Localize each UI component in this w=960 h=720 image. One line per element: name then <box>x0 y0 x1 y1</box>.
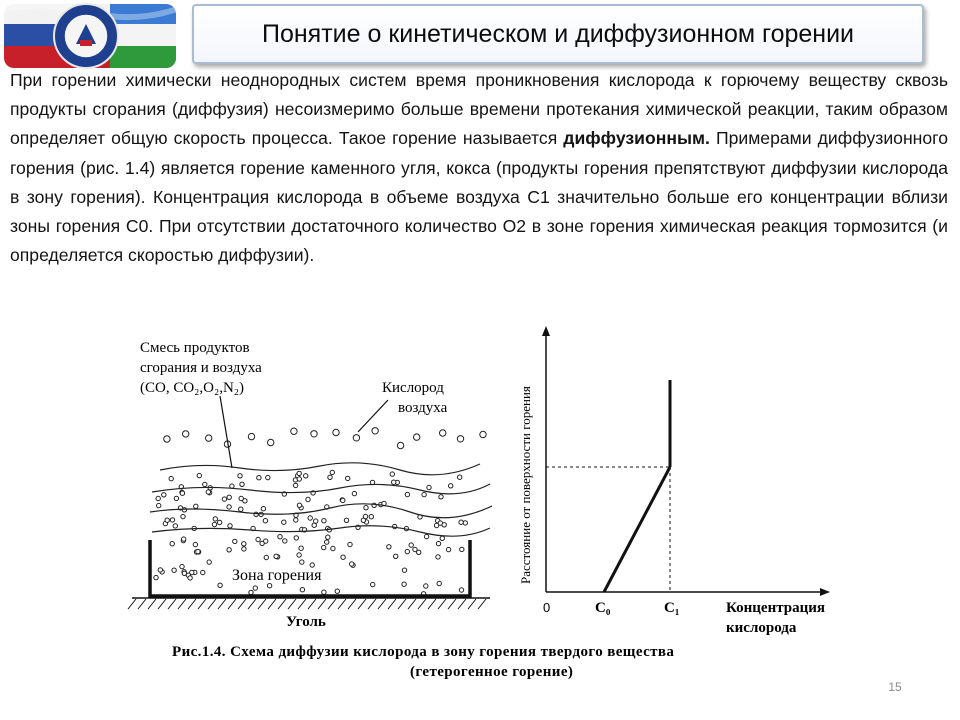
particle-dot <box>188 576 192 580</box>
graph <box>518 326 830 636</box>
figure-diffusion <box>120 322 900 692</box>
particle-dot <box>248 433 254 439</box>
particle-dot <box>297 553 301 557</box>
particle-dot <box>424 584 428 588</box>
graph-slope-line <box>604 467 670 592</box>
caption-line-2: (гетерогенное горение) <box>410 664 574 680</box>
body-text-bold: диффузионным. <box>563 128 710 149</box>
particle-dot <box>331 546 335 550</box>
particle-dot <box>197 473 201 477</box>
particle-dot <box>174 496 178 500</box>
particle-dot <box>238 474 242 478</box>
hatch-line <box>368 599 376 609</box>
particle-dot <box>463 521 467 525</box>
particle-dot <box>260 541 264 545</box>
particle-dot <box>249 590 253 594</box>
particle-dot <box>173 524 177 528</box>
particle-dot <box>227 505 231 509</box>
hatch-line <box>358 599 366 609</box>
particle-dot <box>297 471 301 475</box>
particle-dot <box>372 428 378 434</box>
particle-dot <box>353 435 359 441</box>
particle-dot <box>300 560 304 564</box>
graph-y-label: Расстояние от поверхности горения <box>518 386 533 584</box>
particle-dot <box>170 542 174 546</box>
hatch-line <box>158 599 166 609</box>
particle-dot <box>341 555 345 559</box>
particle-dot <box>207 560 211 564</box>
label-oxygen-1: Кислород <box>382 380 444 396</box>
particle-dot <box>233 539 237 543</box>
particle-dot <box>409 543 413 547</box>
hatch-line <box>268 599 276 609</box>
particle-dot <box>242 542 246 546</box>
particle-dot <box>239 507 243 511</box>
particle-dot <box>341 498 345 502</box>
hatch-line <box>448 599 456 609</box>
particle-dot <box>371 582 375 586</box>
pointer-line-oxygen <box>358 400 388 432</box>
hatch-line <box>278 599 286 609</box>
particle-dot <box>283 539 287 543</box>
hatch-line <box>348 599 356 609</box>
particle-dot <box>363 514 367 518</box>
particle-dot <box>326 535 330 539</box>
graph-origin-label: 0 <box>543 600 551 615</box>
particle-dot <box>414 434 420 440</box>
particle-dot <box>436 555 440 559</box>
hatch-line <box>318 599 326 609</box>
particle-dot <box>459 588 463 592</box>
slide-title: Понятие о кинетическом и диффузионном горении <box>261 19 855 48</box>
label-coal: Уголь <box>286 614 326 630</box>
particle-dot <box>325 540 329 544</box>
particle-dot <box>158 568 162 572</box>
hatch-line <box>218 599 226 609</box>
particle-dot <box>196 549 200 553</box>
particle-dot <box>242 547 246 551</box>
particle-dot <box>193 542 197 546</box>
particle-dot <box>239 496 243 500</box>
particle-dot <box>156 496 160 500</box>
hatch-line <box>188 599 196 609</box>
particle-dot <box>346 476 350 480</box>
particle-dot <box>350 562 354 566</box>
hatch-line <box>378 599 386 609</box>
particle-dot <box>322 545 326 549</box>
particle-dot <box>328 475 332 479</box>
particle-dot <box>297 503 301 507</box>
particle-dot <box>333 429 339 435</box>
particle-dot <box>227 495 231 499</box>
particle-dot <box>213 517 217 521</box>
particle-dot <box>446 547 450 551</box>
particle-dot <box>181 514 185 518</box>
body-text-part1: При горении химически неоднородных систем время проникновения кислорода к горючему веществу сквозь продукты сгорания (диффузия) несоизмеримо больше времени протекания химической реакции, таким образом определяет общую скорость процесса. Такое горение называется <box>10 70 948 149</box>
particle-dot <box>170 518 174 522</box>
particle-dot <box>438 521 442 525</box>
particle-dot <box>424 534 428 538</box>
particle-dot <box>183 431 189 437</box>
caption-line-1: Рис.1.4. Схема диффузии кислорода в зону горения твердого вещества <box>172 644 675 660</box>
particle-dot <box>304 474 308 478</box>
particle-dot <box>240 482 244 486</box>
particle-dot <box>257 476 261 480</box>
hatch-line <box>478 599 486 609</box>
hatch-line <box>408 599 416 609</box>
hatch-line <box>138 599 146 609</box>
particle-dot <box>164 436 170 442</box>
particle-dot <box>394 554 398 558</box>
particle-dot <box>294 518 298 522</box>
hatch-line <box>298 599 306 609</box>
hatch-line <box>288 599 296 609</box>
particle-dot <box>217 520 221 524</box>
particle-dot <box>274 554 278 558</box>
particle-dot <box>222 497 226 501</box>
particle-dot <box>293 483 297 487</box>
particle-dot <box>405 492 409 496</box>
particle-dot <box>291 428 297 434</box>
particle-dot <box>300 588 304 592</box>
particle-dot <box>306 497 310 501</box>
particle-dot <box>212 522 216 526</box>
particle-dot <box>256 537 260 541</box>
particle-dot <box>427 485 431 489</box>
hatch-line <box>258 599 266 609</box>
particle-dot <box>314 519 318 523</box>
graph-y-arrow <box>542 326 550 336</box>
particle-dot <box>162 493 166 497</box>
particle-dot <box>437 581 441 585</box>
particle-dot <box>422 492 426 496</box>
label-mixture-1: Смесь продуктов <box>140 340 250 356</box>
label-mixture-2: сгорания и воздуха <box>140 360 262 376</box>
graph-x-label-1: Концентрация <box>726 600 826 616</box>
particle-dot <box>169 476 173 480</box>
hatch-line <box>388 599 396 609</box>
particle-dot <box>180 491 184 495</box>
particle-dot <box>405 549 409 553</box>
coal-hatching <box>128 599 486 609</box>
label-mixture-3: (CO, CO₂,O₂,N₂) <box>140 380 245 396</box>
particle-dot <box>203 482 207 486</box>
particle-dot <box>322 519 326 523</box>
particle-dot <box>297 477 301 481</box>
label-oxygen-2: воздуха <box>398 400 448 416</box>
particle-dot <box>182 537 186 541</box>
particle-dot <box>402 568 406 572</box>
particle-dot <box>172 568 176 572</box>
hatch-line <box>248 599 256 609</box>
particle-dot <box>392 480 396 484</box>
label-combustion-zone: Зона горения <box>232 567 322 584</box>
particle-dot <box>457 436 463 442</box>
graph-tick-c0: C₀ <box>595 600 611 616</box>
particle-dot <box>194 504 198 508</box>
hatch-line <box>418 599 426 609</box>
particle-dot <box>264 555 268 559</box>
seal-icon <box>54 4 118 68</box>
hatch-line <box>128 599 136 609</box>
particle-dot <box>294 536 298 540</box>
particle-dot <box>282 520 286 524</box>
particle-dot <box>266 475 270 479</box>
particle-dot <box>268 439 274 445</box>
particle-dot <box>299 546 303 550</box>
hatch-line <box>458 599 466 609</box>
hatch-line <box>178 599 186 609</box>
particle-dot <box>180 564 184 568</box>
particle-dot <box>157 503 161 507</box>
particle-dot <box>218 583 222 587</box>
hatch-line <box>398 599 406 609</box>
particle-dot <box>413 547 417 551</box>
page-number: 15 <box>888 680 902 694</box>
particle-dot <box>352 491 356 495</box>
particle-dot <box>440 536 444 540</box>
particle-dot <box>369 515 373 519</box>
particle-dot <box>335 589 339 593</box>
particle-dot <box>390 472 394 476</box>
hatch-line <box>328 599 336 609</box>
particle-dot <box>322 590 326 594</box>
particle-dot <box>459 520 463 524</box>
particle-dot <box>267 584 271 588</box>
particle-dot <box>165 518 169 522</box>
hatch-line <box>198 599 206 609</box>
university-logo <box>0 0 180 72</box>
body-text-part2: Примерами диффузионного горения (рис. 1.4) является горение каменного угля, кокса (продукты горения препятствуют диффузии кислорода в зону горения). Концентрация кислорода в объеме воздуха С1 значительно больше его концентрации вблизи зоны горения С0. При отсутствии достаточного количество О2 в зоне горения химическая реакция тормозится (и определяется скоростью диффузии). <box>10 128 948 266</box>
particle-dot <box>308 516 312 520</box>
hatch-line <box>238 599 246 609</box>
hatch-line <box>168 599 176 609</box>
hatch-line <box>308 599 316 609</box>
particle-dot <box>253 586 257 590</box>
graph-tick-c1: C₁ <box>664 600 680 616</box>
hatch-line <box>148 599 156 609</box>
particle-dot <box>440 430 446 436</box>
particle-dot <box>364 506 368 510</box>
particle-dot <box>458 475 462 479</box>
particle-dot <box>228 524 232 528</box>
particle-dot <box>227 548 231 552</box>
hatch-line <box>438 599 446 609</box>
hatch-line <box>338 599 346 609</box>
particle-dot <box>206 490 210 494</box>
particle-dot <box>154 575 158 579</box>
particle-dot <box>261 507 265 511</box>
particle-dot <box>397 442 403 448</box>
body-paragraph <box>10 66 948 270</box>
particle-dot <box>311 431 317 437</box>
graph-x-label-2: кислорода <box>726 620 797 636</box>
particle-dot <box>439 495 443 499</box>
pointer-line-mixture <box>220 396 232 468</box>
particle-dot <box>460 547 464 551</box>
particle-dot <box>201 570 205 574</box>
particle-dot <box>206 435 212 441</box>
title-box <box>192 4 924 64</box>
graph-x-arrow <box>820 588 830 596</box>
hatch-line <box>468 599 476 609</box>
particle-dot <box>436 541 440 545</box>
particle-dot <box>330 470 334 474</box>
hatch-line <box>228 599 236 609</box>
particle-dot <box>278 535 282 539</box>
particle-dot <box>449 484 453 488</box>
particle-dot <box>402 582 406 586</box>
particle-dot <box>254 512 258 516</box>
particle-dot <box>263 519 267 523</box>
particle-dot <box>344 518 348 522</box>
hatch-line <box>428 599 436 609</box>
particle-dot <box>480 431 486 437</box>
hatch-line <box>208 599 216 609</box>
particle-dot <box>387 545 391 549</box>
particle-dot <box>348 542 352 546</box>
